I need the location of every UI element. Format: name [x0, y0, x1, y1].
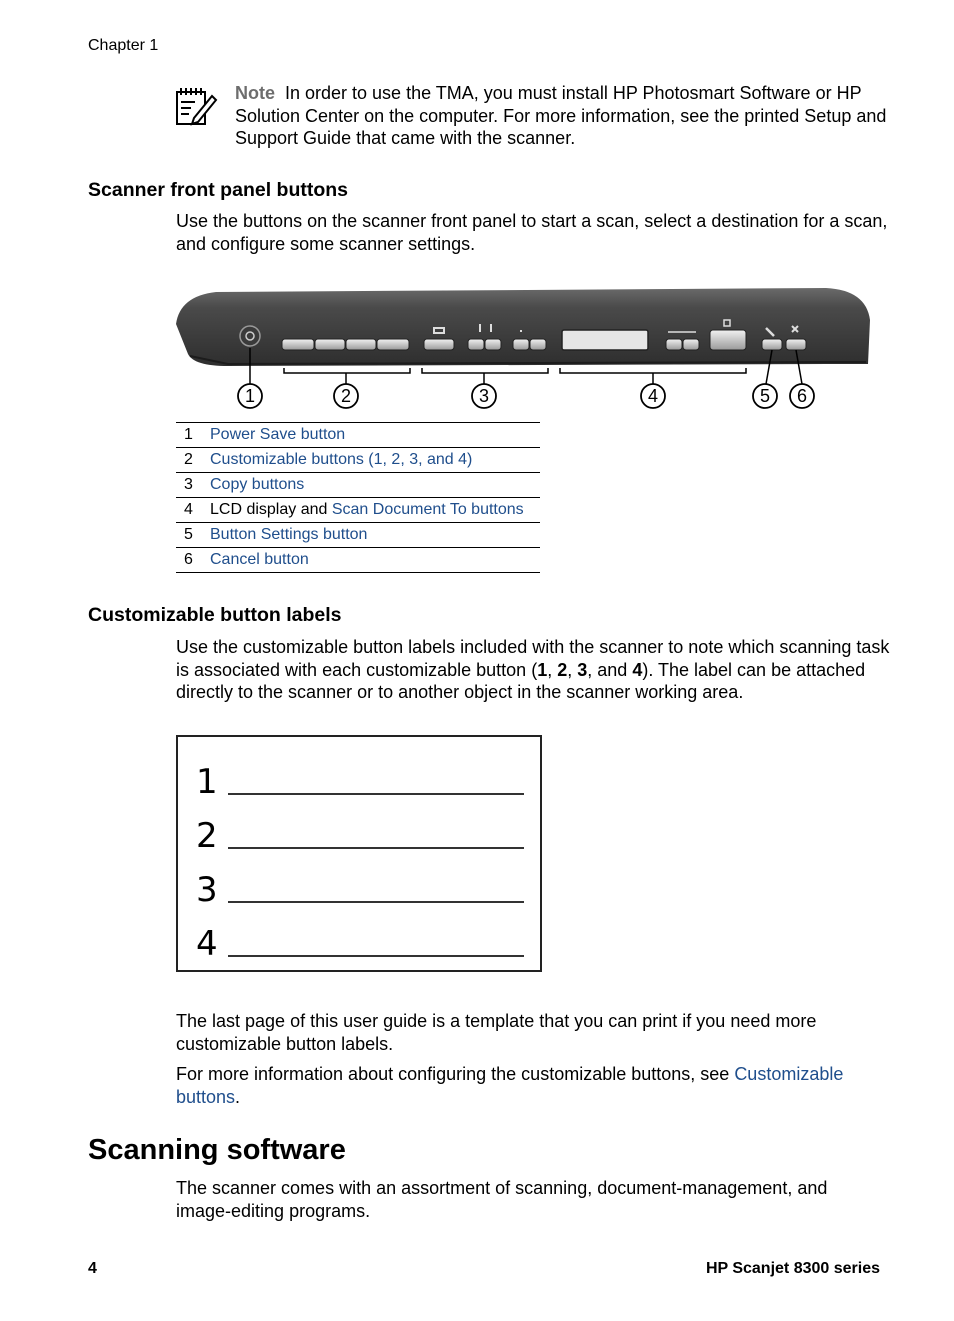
- heading-button-labels: Customizable button labels: [88, 604, 342, 626]
- link-customizable-buttons-section[interactable]: Customizable buttons: [176, 1064, 844, 1107]
- table-row: [176, 498, 540, 523]
- label-line-4: 4: [196, 919, 526, 963]
- front-panel-intro: Use the buttons on the scanner front panel to start a scan, select a destination for a scan, and configure some scanner settings.: [176, 211, 888, 254]
- note-text: In order to use the TMA, you must install HP Photosmart Software or HP Solution Center on the computer. For more information, see the printed Setup and Support Guide that came with the scanner.: [235, 83, 887, 148]
- software-paragraph: The scanner comes with an assortment of scanning, document-management, and image-editing programs.: [176, 1178, 828, 1221]
- label-line-2: 2: [196, 811, 526, 855]
- callout-6: 6: [796, 386, 808, 406]
- legend-number: 6: [176, 548, 210, 573]
- button-labels-illustration: [176, 735, 542, 972]
- legend-text: LCD display and: [210, 501, 332, 518]
- chapter-header: Chapter 1: [88, 37, 159, 54]
- labels-paragraph: Use the customizable button labels included with the scanner to note which scanning task is associated with each customizable button (1, 2, 3, and 4). The label can be attached directly to the scanner or to another object in the scanner working area.: [176, 637, 890, 702]
- callout-2: 2: [340, 386, 352, 406]
- callout-5: 5: [759, 386, 771, 406]
- template-paragraph: The last page of this user guide is a template that you can print if you need more customizable button labels.: [176, 1011, 817, 1054]
- callout-1: 1: [244, 386, 256, 406]
- scanner-front-panel-illustration: [176, 284, 872, 412]
- link-customizable-buttons[interactable]: Customizable buttons (1, 2, 3, and 4): [210, 451, 473, 468]
- note-label: Note: [235, 83, 275, 103]
- table-row: [176, 423, 540, 448]
- button-legend-table: [176, 422, 540, 573]
- link-button-settings-button[interactable]: Button Settings button: [210, 526, 368, 543]
- label-line-1: 1: [196, 757, 526, 801]
- link-power-save-button[interactable]: Power Save button: [210, 426, 346, 443]
- legend-number: 5: [176, 523, 210, 548]
- legend-number: 1: [176, 423, 210, 448]
- heading-front-panel: Scanner front panel buttons: [88, 179, 349, 201]
- page-number: 4: [88, 1260, 97, 1277]
- note-icon: [174, 84, 218, 128]
- legend-number: 3: [176, 473, 210, 498]
- product-name: HP Scanjet 8300 series: [705, 1260, 880, 1277]
- callout-4: 4: [647, 386, 659, 406]
- link-copy-buttons[interactable]: Copy buttons: [210, 476, 305, 493]
- table-row: [176, 448, 540, 473]
- table-row: [176, 548, 540, 573]
- callout-3: 3: [478, 386, 490, 406]
- link-cancel-button[interactable]: Cancel button: [210, 551, 309, 568]
- table-row: [176, 523, 540, 548]
- legend-number: 2: [176, 448, 210, 473]
- note-block: [235, 82, 895, 150]
- table-row: [176, 473, 540, 498]
- legend-number: 4: [176, 498, 210, 523]
- label-line-3: 3: [196, 865, 526, 909]
- link-scan-document-to-buttons[interactable]: Scan Document To buttons: [331, 501, 524, 518]
- more-info-paragraph: For more information about configuring the customizable buttons, see Customizable buttons.: [176, 1064, 844, 1107]
- heading-scanning-software: Scanning software: [88, 1134, 346, 1166]
